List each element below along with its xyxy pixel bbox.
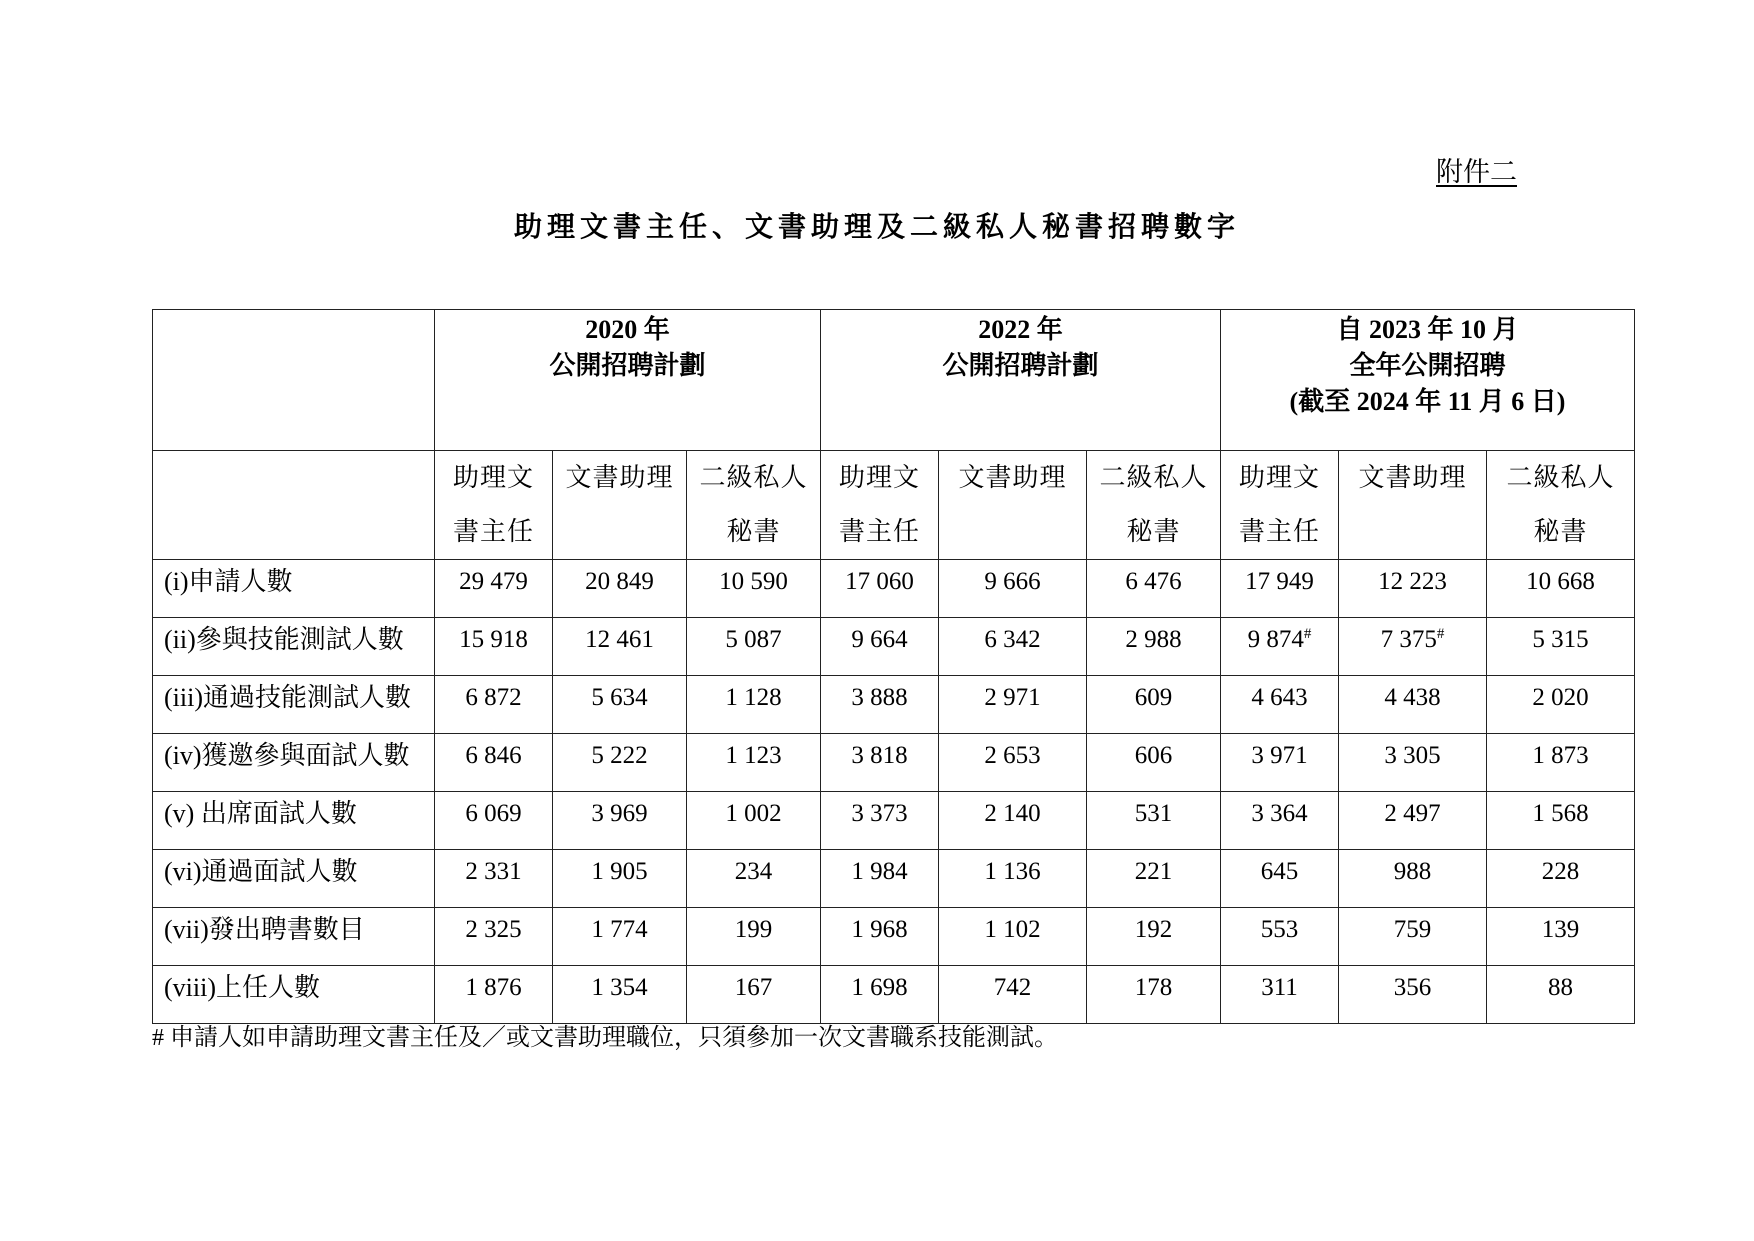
table-row: [153, 850, 1635, 908]
table-cell: [821, 966, 939, 1024]
table-cell: [1087, 618, 1221, 676]
table-cell: [435, 908, 553, 966]
position-header-line: 二級私人: [699, 463, 808, 492]
cell-value: 5 315: [1532, 626, 1589, 653]
cell-value: 1 128: [725, 684, 782, 711]
cell-value: 88: [1548, 974, 1573, 1001]
cell-value: 3 373: [851, 800, 908, 827]
table-cell: [1487, 560, 1635, 618]
table-cell: [1087, 734, 1221, 792]
cell-value: 4 438: [1384, 684, 1441, 711]
cell-value: 6 342: [984, 626, 1041, 653]
table-cell: [687, 850, 821, 908]
group-header-line: 全年公開招聘: [1349, 351, 1506, 380]
table-cell: [1487, 966, 1635, 1024]
cell-value: 606: [1134, 742, 1173, 769]
cell-value: 1 873: [1532, 742, 1589, 769]
cell-value: 167: [734, 974, 773, 1001]
position-header-line: 書主任: [1238, 517, 1320, 546]
table-cell: [1087, 676, 1221, 734]
row-label: (iii)通過技能測試人數: [153, 676, 435, 734]
table-cell: [435, 676, 553, 734]
position-header: [435, 451, 553, 560]
table-cell: [1087, 560, 1221, 618]
cell-value: 192: [1134, 916, 1173, 943]
position-header: [1087, 451, 1221, 560]
table-cell: [939, 560, 1087, 618]
cell-value: 759: [1393, 916, 1432, 943]
cell-value: 234: [734, 858, 773, 885]
position-header-line: 文書助理: [958, 463, 1067, 492]
table-cell: [1087, 850, 1221, 908]
cell-value: 4 643: [1251, 684, 1308, 711]
table-cell: [1487, 734, 1635, 792]
cell-value: 742: [993, 974, 1032, 1001]
table-cell: [939, 676, 1087, 734]
table-cell: [821, 676, 939, 734]
table-row: [153, 792, 1635, 850]
table-cell: [1221, 618, 1339, 676]
group-header-line: 2020 年: [585, 315, 670, 344]
table-cell: [553, 908, 687, 966]
cell-value: 1 698: [851, 974, 908, 1001]
cell-value: 15 918: [459, 626, 528, 653]
table-cell: [1487, 908, 1635, 966]
cell-value: 9 874: [1247, 626, 1304, 653]
group-header-line: 公開招聘計劃: [549, 351, 706, 380]
cell-value: 12 223: [1378, 568, 1447, 595]
group-header-line: 自 2023 年 10 月: [1336, 315, 1519, 344]
table-cell: [1339, 850, 1487, 908]
table-row: [153, 676, 1635, 734]
cell-value: 17 949: [1245, 568, 1314, 595]
cell-value: 1 968: [851, 916, 908, 943]
position-header: [1339, 451, 1487, 560]
footnote-mark: #: [1303, 626, 1312, 642]
table-cell: [1339, 618, 1487, 676]
cell-value: 199: [734, 916, 773, 943]
table-cell: [687, 792, 821, 850]
group-header-2022: [821, 310, 1221, 451]
group-header-row: [153, 310, 1635, 451]
table-cell: [1087, 966, 1221, 1024]
table-cell: [687, 618, 821, 676]
group-header-2020: [435, 310, 821, 451]
position-header: [1221, 451, 1339, 560]
position-header-line: 秘書: [1126, 517, 1181, 546]
position-header-row: [153, 451, 1635, 560]
cell-value: 3 364: [1251, 800, 1308, 827]
cell-value: 1 102: [984, 916, 1041, 943]
position-header: [1487, 451, 1635, 560]
table-cell: [687, 676, 821, 734]
cell-value: 531: [1134, 800, 1173, 827]
cell-value: 1 568: [1532, 800, 1589, 827]
table-cell: [1339, 676, 1487, 734]
table-cell: [1221, 734, 1339, 792]
table-cell: [687, 560, 821, 618]
table-cell: [687, 966, 821, 1024]
position-header-line: 助理文: [452, 463, 534, 492]
row-label: (vi)通過面試人數: [153, 850, 435, 908]
table-cell: [435, 850, 553, 908]
table-cell: [1487, 676, 1635, 734]
cell-value: 178: [1134, 974, 1173, 1001]
position-header-line: 助理文: [838, 463, 920, 492]
cell-value: 2 325: [465, 916, 522, 943]
table-row: [153, 618, 1635, 676]
position-header-line: 書主任: [452, 517, 534, 546]
position-header: [687, 451, 821, 560]
table-cell: [939, 908, 1087, 966]
row-label: (ii)參與技能測試人數: [153, 618, 435, 676]
row-label: (vii)發出聘書數目: [153, 908, 435, 966]
position-header: [821, 451, 939, 560]
table-cell: [1339, 734, 1487, 792]
cell-value: 12 461: [585, 626, 654, 653]
cell-value: 7 375: [1380, 626, 1437, 653]
cell-value: 2 971: [984, 684, 1041, 711]
cell-value: 988: [1393, 858, 1432, 885]
cell-value: 1 774: [591, 916, 648, 943]
table-cell: [553, 850, 687, 908]
table-cell: [1487, 792, 1635, 850]
cell-value: 10 590: [719, 568, 788, 595]
table-cell: [1221, 966, 1339, 1024]
table-cell: [553, 560, 687, 618]
table-cell: [1487, 618, 1635, 676]
position-header-line: 書主任: [838, 517, 920, 546]
cell-value: 5 634: [591, 684, 648, 711]
blank-cell: [153, 451, 435, 560]
table-cell: [1487, 850, 1635, 908]
cell-value: 311: [1261, 974, 1298, 1001]
table-cell: [553, 792, 687, 850]
cell-value: 3 818: [851, 742, 908, 769]
cell-value: 17 060: [845, 568, 914, 595]
position-header-line: 文書助理: [565, 463, 674, 492]
table-row: [153, 734, 1635, 792]
cell-value: 5 222: [591, 742, 648, 769]
footnote: # 申請人如申請助理文書主任及／或文書助理職位，只須參加一次文書職系技能測試。: [152, 1025, 1058, 1051]
table-cell: [435, 618, 553, 676]
cell-value: 6 476: [1125, 568, 1182, 595]
table-cell: [1087, 792, 1221, 850]
table-cell: [435, 966, 553, 1024]
cell-value: 2 331: [465, 858, 522, 885]
cell-value: 9 664: [851, 626, 908, 653]
cell-value: 1 123: [725, 742, 782, 769]
cell-value: 221: [1134, 858, 1173, 885]
table-cell: [821, 560, 939, 618]
corner-cell: [153, 310, 435, 451]
cell-value: 2 140: [984, 800, 1041, 827]
cell-value: 6 846: [465, 742, 522, 769]
table-cell: [435, 734, 553, 792]
cell-value: 2 497: [1384, 800, 1441, 827]
cell-value: 609: [1134, 684, 1173, 711]
table-cell: [1339, 908, 1487, 966]
table-cell: [939, 734, 1087, 792]
page-title: 助理文書主任、文書助理及二級私人秘書招聘數字: [513, 212, 1240, 243]
cell-value: 139: [1541, 916, 1580, 943]
cell-value: 356: [1393, 974, 1432, 1001]
table-cell: [1339, 966, 1487, 1024]
cell-value: 6 872: [465, 684, 522, 711]
table-cell: [821, 734, 939, 792]
row-label: (iv)獲邀參與面試人數: [153, 734, 435, 792]
cell-value: 5 087: [725, 626, 782, 653]
footnote-mark: #: [1436, 626, 1445, 642]
position-header: [553, 451, 687, 560]
table-cell: [553, 734, 687, 792]
cell-value: 10 668: [1526, 568, 1595, 595]
table-cell: [939, 618, 1087, 676]
table-row: [153, 908, 1635, 966]
table-cell: [821, 850, 939, 908]
table-cell: [939, 966, 1087, 1024]
cell-value: 6 069: [465, 800, 522, 827]
table-cell: [687, 734, 821, 792]
cell-value: 3 969: [591, 800, 648, 827]
position-header: [939, 451, 1087, 560]
cell-value: 2 988: [1125, 626, 1182, 653]
table-cell: [1339, 560, 1487, 618]
row-label: (viii)上任人數: [153, 966, 435, 1024]
table-cell: [553, 618, 687, 676]
table-cell: [553, 676, 687, 734]
table-cell: [821, 618, 939, 676]
cell-value: 9 666: [984, 568, 1041, 595]
table-cell: [1221, 908, 1339, 966]
cell-value: 645: [1260, 858, 1299, 885]
table-row: [153, 560, 1635, 618]
row-label: (v) 出席面試人數: [153, 792, 435, 850]
cell-value: 2 653: [984, 742, 1041, 769]
cell-value: 1 136: [984, 858, 1041, 885]
group-header-2023: [1221, 310, 1635, 451]
cell-value: 1 984: [851, 858, 908, 885]
table-cell: [1221, 792, 1339, 850]
cell-value: 1 876: [465, 974, 522, 1001]
position-header-line: 文書助理: [1358, 463, 1467, 492]
group-header-line: 公開招聘計劃: [942, 351, 1099, 380]
cell-value: 2 020: [1532, 684, 1589, 711]
cell-value: 1 905: [591, 858, 648, 885]
table-row: [153, 966, 1635, 1024]
cell-value: 1 354: [591, 974, 648, 1001]
cell-value: 29 479: [459, 568, 528, 595]
table-cell: [1087, 908, 1221, 966]
table-cell: [821, 792, 939, 850]
table-cell: [1221, 850, 1339, 908]
table-cell: [1339, 792, 1487, 850]
group-header-line: 2022 年: [978, 315, 1063, 344]
annex-label: 附件二: [1436, 157, 1517, 187]
cell-value: 3 305: [1384, 742, 1441, 769]
row-label: (i)申請人數: [153, 560, 435, 618]
cell-value: 228: [1541, 858, 1580, 885]
position-header-line: 秘書: [726, 517, 781, 546]
cell-value: 553: [1260, 916, 1299, 943]
table-cell: [1221, 676, 1339, 734]
table-cell: [821, 908, 939, 966]
table-cell: [435, 792, 553, 850]
cell-value: 3 971: [1251, 742, 1308, 769]
position-header-line: 二級私人: [1506, 463, 1615, 492]
table-cell: [687, 908, 821, 966]
cell-value: 1 002: [725, 800, 782, 827]
table-cell: [939, 792, 1087, 850]
recruitment-table: [152, 309, 1635, 1024]
position-header-line: 二級私人: [1099, 463, 1208, 492]
table-cell: [553, 966, 687, 1024]
group-header-line: (截至 2024 年 11 月 6 日): [1289, 387, 1566, 416]
cell-value: 20 849: [585, 568, 654, 595]
cell-value: 3 888: [851, 684, 908, 711]
position-header-line: 助理文: [1238, 463, 1320, 492]
position-header-line: 秘書: [1533, 517, 1588, 546]
table-cell: [1221, 560, 1339, 618]
table-cell: [939, 850, 1087, 908]
table-cell: [435, 560, 553, 618]
